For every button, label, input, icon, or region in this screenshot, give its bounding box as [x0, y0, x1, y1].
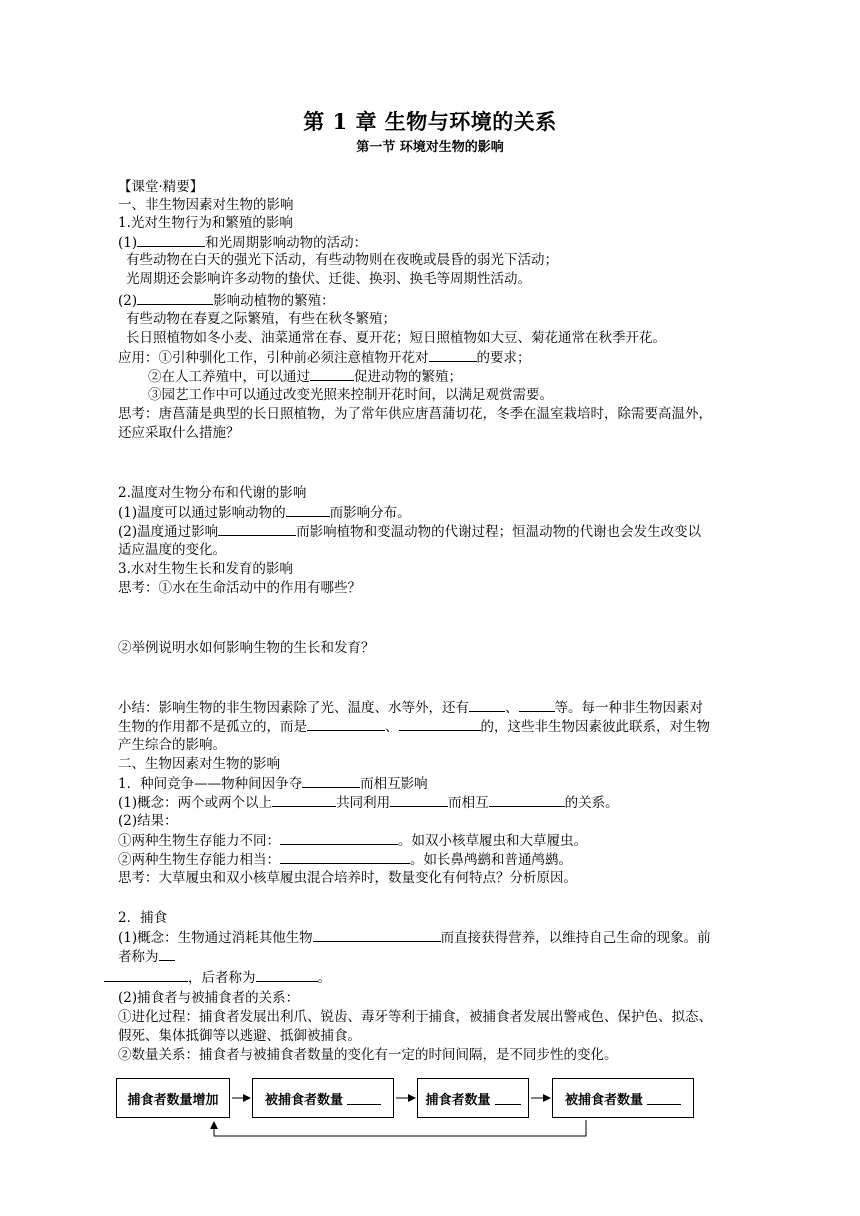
predation-concept: 者称为: [118, 947, 175, 966]
application-2: ②在人工养殖中，可以通过 促进动物的繁殖；: [148, 369, 462, 385]
predation-concept: ，后者称为 。: [104, 968, 331, 987]
section-label: 【课堂·精要】: [118, 179, 204, 195]
section-subtitle: 第一节 环境对生物的影响: [356, 140, 504, 155]
think-question: 思考：唐菖蒲是典型的长日照植物，为了常年供应唐菖蒲切花，冬季在温室栽培时，除需要高温外，: [118, 406, 712, 422]
heading-water: 3.水对生物生长和发育的影响: [118, 561, 293, 577]
competition-result: (2)结果：: [118, 813, 178, 829]
summary-line: 产生综合的影响。: [118, 737, 226, 753]
think-question: ②举例说明水如何影响生物的生长和发育？: [118, 640, 375, 656]
paragraph-line: ①进化过程：捕食者发展出利爪、锐齿、毒牙等利于捕食，被捕食者发展出警戒色、保护色、拟态、: [118, 1009, 712, 1025]
paragraph-line: 光周期还会影响许多动物的蛰伏、迁徙、换羽、换毛等周期性活动。: [126, 271, 531, 287]
paragraph-line: ②数量关系：捕食者与被捕食者数量的变化有一定的时间间隔，是不同步性的变化。: [118, 1047, 618, 1063]
heading-biotic: 二、生物因素对生物的影响: [118, 756, 280, 772]
chapter-title: 第 1 章 生物与环境的关系: [303, 109, 557, 134]
flow-box-prey-count: 被捕食者数量: [252, 1078, 394, 1118]
competition-result-2: ②两种生物生存能力相当： 。如长鼻鸬鹚和普通鸬鹚。: [118, 852, 572, 868]
paragraph-line: 适应温度的变化。: [118, 542, 226, 558]
competition-result-1: ①两种生物生存能力不同： 。如双小核草履虫和大草履虫。: [118, 833, 587, 849]
think-question: 思考：大草履虫和双小核草履虫混合培养时，数量变化有何特点？分析原因。: [118, 870, 577, 886]
heading-abiotic: 一、非生物因素对生物的影响: [118, 197, 294, 213]
competition-concept: (1)概念：两个或两个以上 共同利用 而相互 的关系。: [118, 795, 619, 811]
think-question: 还应采取什么措施？: [118, 425, 240, 441]
flow-box-predator-increase: 捕食者数量增加: [116, 1078, 230, 1118]
light-item-2: (2) 影响动植物的繁殖：: [118, 293, 335, 309]
summary-line: 小结：影响生物的非生物因素除了光、温度、水等外，还有 、 等。每一种非生物因素对: [118, 700, 703, 716]
application-3: ③园艺工作中可以通过改变光照来控制开花时间，以满足观赏需要。: [148, 387, 553, 403]
summary-line: 生物的作用都不是孤立的，而是 、 的，这些非生物因素彼此联系，对生物: [118, 719, 710, 735]
paragraph-line: 有些动物在春夏之际繁殖，有些在秋冬繁殖；: [126, 311, 396, 327]
paragraph-line: 有些动物在白天的强光下活动，有些动物则在夜晚或晨昏的弱光下活动；: [126, 252, 558, 268]
paragraph-line: 长日照植物如冬小麦、油菜通常在春、夏开花；短日照植物如大豆、菊花通常在秋季开花。: [126, 330, 666, 346]
predation-relation: (2)捕食者与被捕食者的关系：: [118, 990, 300, 1006]
arrow-feedback: [214, 1120, 586, 1136]
heading-predation: 2．捕食: [118, 910, 168, 926]
flow-box-prey-count-2: 被捕食者数量: [552, 1078, 694, 1118]
predation-concept: (1)概念：生物通过消耗其他生物 而直接获得营养，以维持自己生命的现象。前: [118, 930, 711, 946]
heading-temperature: 2.温度对生物分布和代谢的影响: [118, 485, 307, 501]
flow-box-predator-count: 捕食者数量: [417, 1078, 529, 1118]
light-item-1: (1) 和光周期影响动物的活动：: [118, 235, 368, 251]
application-1: 应用：①引种驯化工作，引种前必须注意植物开花对 的要求；: [118, 350, 531, 366]
heading-competition: 1．种间竞争——物种间因争夺 而相互影响: [118, 776, 428, 792]
temperature-item-1: (1)温度可以通过影响动物的 而影响分布。: [118, 505, 411, 521]
think-question: 思考：①水在生命活动中的作用有哪些？: [118, 580, 361, 596]
temperature-item-2: (2)温度通过影响 而影响植物和变温动物的代谢过程；恒温动物的代谢也会发生改变以: [118, 524, 702, 540]
heading-light: 1.光对生物行为和繁殖的影响: [118, 215, 293, 231]
paragraph-line: 假死、集体抵御等以逃避、抵御被捕食。: [118, 1028, 361, 1044]
